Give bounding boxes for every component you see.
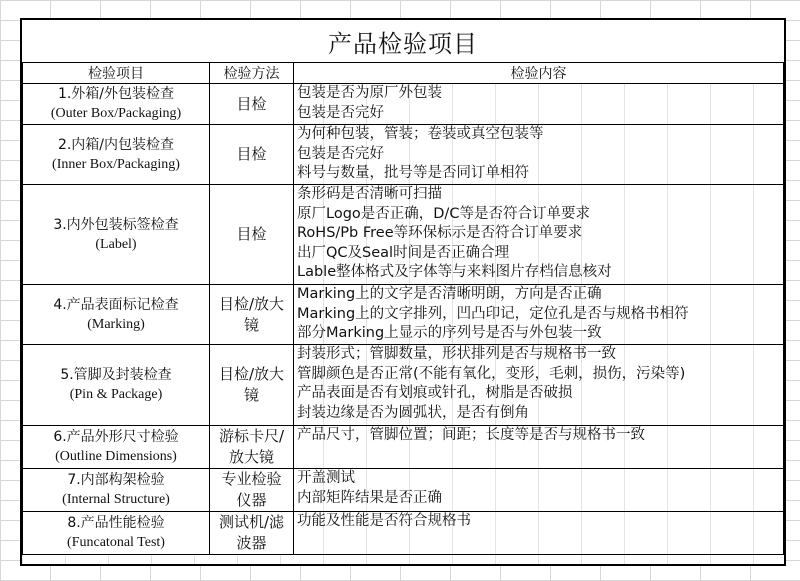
inspection-table [22,62,784,555]
item-name-en: (Outer Box/Packaging) [50,106,182,121]
table-row [23,426,784,469]
inspection-table-frame [20,18,786,566]
content-line: 内部矩阵结果是否正确 [297,489,442,506]
inspection-content-cell[interactable] [294,512,784,555]
content-line: 原厂Logo是否正确，D/C等是否符合订单要求 [297,205,590,222]
method-text: 目检/放大镜 [218,365,285,404]
inspection-content-cell[interactable] [294,469,784,512]
table-row [23,345,784,426]
table-row [23,125,784,185]
item-name-cn: 3.内外包装标签检查 [53,216,179,233]
content-line: 条形码是否清晰可扫描 [297,186,442,202]
inspection-item-cell[interactable] [23,125,210,185]
header-row [23,63,784,84]
content-line: Marking上的文字是否清晰明朗，方向是否正确 [297,286,602,302]
header-method: 检验方法 [210,63,294,84]
content-line: 出厂QC及Seal时间是否正确合理 [297,244,510,261]
inspection-content-cell[interactable] [294,125,784,185]
inspection-item-cell[interactable] [23,469,210,512]
content-line: 包装是否为原厂外包装 [297,85,442,101]
header-item: 检验项目 [23,63,210,84]
table-row [23,84,784,125]
method-text: 专业检验仪器 [221,470,282,509]
content-line: 部分Marking上显示的序列号是否与外包装一致 [297,325,602,341]
method-text: 目检 [236,225,267,243]
item-name-en: (Label) [95,236,137,252]
item-name-cn: 7.内部构架检验 [67,472,165,488]
item-name-cn: 6.产品外形尺寸检验 [53,429,179,445]
table-row [23,469,784,512]
item-name-en: (Pin & Package) [69,387,163,402]
inspection-method-cell[interactable] [210,345,294,426]
inspection-content-cell[interactable] [294,185,784,285]
inspection-method-cell[interactable] [210,84,294,125]
item-name-cn: 2.内箱/内包装检查 [57,136,175,153]
inspection-content-cell[interactable] [294,84,784,125]
content-line: 包装是否完好 [297,104,384,121]
content-line: 为何种包装，管装；卷装或真空包装等 [297,126,544,142]
inspection-content-cell[interactable] [294,426,784,469]
content-line: 管脚颜色是否正常(不能有氧化，变形，毛刺，损伤，污染等) [297,365,686,382]
table-row [23,285,784,345]
inspection-item-cell[interactable] [23,426,210,469]
item-name-cn: 8.产品性能检验 [67,515,165,531]
method-text: 目检/放大镜 [218,294,285,334]
content-line: 产品尺寸，管脚位置；间距；长度等是否与规格书一致 [297,427,645,443]
content-line: 开盖测试 [297,470,355,486]
item-name-en: (Outline Dimensions) [55,449,177,464]
inspection-method-cell[interactable] [210,185,294,285]
page-title: 产品检验项目 [22,20,784,63]
item-name-en: (Inner Box/Packaging) [52,156,180,172]
content-line: Lable整体格式及字体等与来料图片存档信息核对 [297,264,612,280]
inspection-method-cell[interactable] [210,125,294,185]
method-text: 目检 [236,94,267,113]
item-name-cn: 5.管脚及封装检查 [60,367,172,383]
content-line: 功能及性能是否符合规格书 [297,513,471,529]
item-name-en: (Marking) [87,316,145,332]
item-name-cn: 1.外箱/外包装检查 [57,86,175,102]
item-name-en: (Funcatonal Test) [67,535,165,550]
content-line: 封装形式；管脚数量，形状排列是否与规格书一致 [297,346,616,362]
inspection-item-cell[interactable] [23,285,210,345]
table-row [23,512,784,555]
inspection-method-cell[interactable] [210,469,294,512]
inspection-method-cell[interactable] [210,426,294,469]
content-line: 包装是否完好 [297,145,384,162]
inspection-item-cell[interactable] [23,512,210,555]
content-line: 料号与数量，批号等是否同订单相符 [297,165,529,181]
item-name-cn: 4.产品表面标记检查 [53,296,179,313]
inspection-method-cell[interactable] [210,285,294,345]
inspection-method-cell[interactable] [210,512,294,555]
method-text: 游标卡尺/放大镜 [218,427,285,466]
content-line: Marking上的文字排列，凹凸印记，定位孔是否与规格书相符 [297,305,689,322]
content-line: 产品表面是否有划痕或针孔，树脂是否破损 [297,385,573,401]
method-text: 目检 [236,145,267,163]
inspection-content-cell[interactable] [294,345,784,426]
content-line: 封装边缘是否为圆弧状，是否有倒角 [297,404,529,421]
content-line: RoHS/Pb Free等环保标示是否符合订单要求 [297,225,583,241]
table-row [23,185,784,285]
method-text: 测试机/滤波器 [218,513,285,552]
inspection-item-cell[interactable] [23,185,210,285]
inspection-item-cell[interactable] [23,84,210,125]
inspection-item-cell[interactable] [23,345,210,426]
inspection-content-cell[interactable] [294,285,784,345]
header-content: 检验内容 [294,63,784,84]
item-name-en: (Internal Structure) [62,492,170,507]
